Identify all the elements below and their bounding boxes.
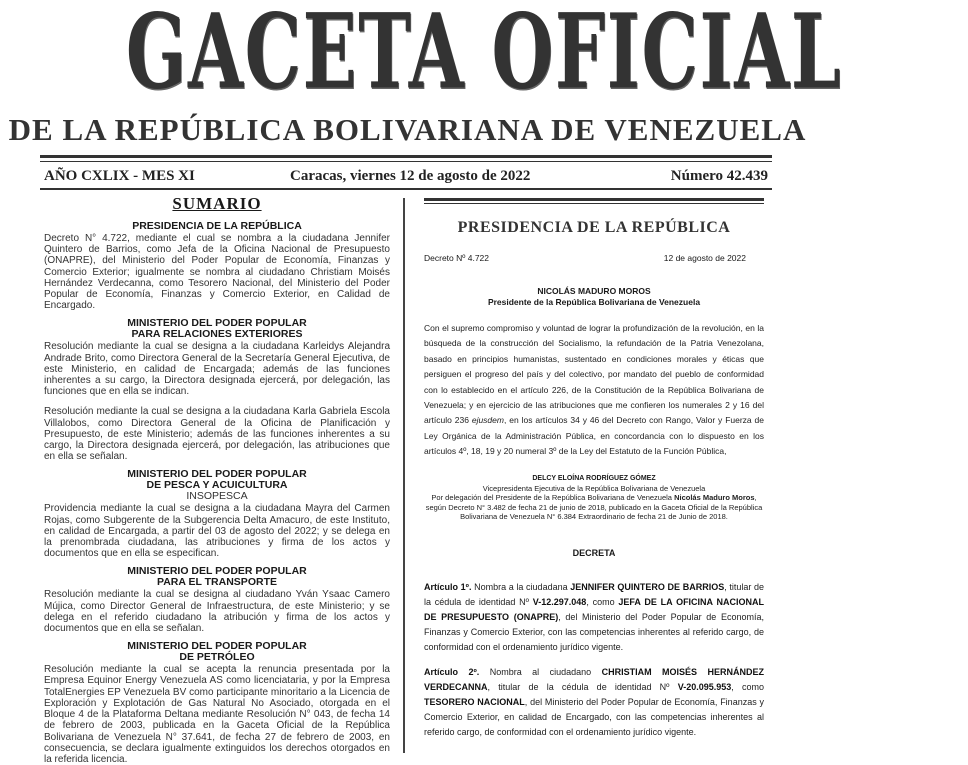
summary-entry: Resolución mediante la cual se designa a la ciudadana Karleidys Alejandra Andrade Brito, como Directora General de la Secretaría General Ejecutiva, de este Ministerio, en calidad de Encargada; además de las funciones inherentes a su cargo, la Directora designada ejercerá, por delegación, las funciones que en ella se indican. [44,341,390,398]
president-role: Presidente de la República Bolivariana de Venezuela [487,297,701,307]
header-rule-bottom [40,188,772,190]
section-heading: MINISTERIO DEL PODER POPULAR PARA EL TRANSPORTE [127,565,307,589]
vice-president-delegation: Vicepresidenta Ejecutiva de la República Bolivariana de Venezuela Por delegación del Presidente de la República Bolivariana de Venezuela Nicolás Maduro Moros, según Decreto N° 3.482 de fecha 21 de junio de 2018, publicado en la Gaceta Oficial de la República Bolivariana de Venezuela N° 6.384 Extraordinario de fecha 21 de Junio de 2018. [425,483,763,522]
sumario-title: SUMARIO [172,194,262,213]
sumario-column [44,194,390,765]
decree-preamble: Con el supremo compromiso y voluntad de lograr la profundización de la revolución, en la búsqueda de la construcción del Socialismo, la refundación de la Patria Venezolana, basado en principios humanistas, sustentado en condiciones morales y éticas que persiguen el progreso del país y del colectivo, por mandato del pueblo de conformidad con lo establecido en el artículo 226, de la Constitución de la República Bolivariana de Venezuela; y en ejercicio de las atribuciones que me confieren los numerales 2 y 16 del artículo 236 ejusdem, en los artículos 34 y 46 del Decreto con Rango, Valor y Fuerza de Ley Orgánica de la Administración Pública, en concordancia con lo dispuesto en los artículos 4º, 18, 19 y 20 numeral 3º de la Ley del Estatuto de la Función Pública, [424,323,764,457]
summary-entry: Providencia mediante la cual se designa a la ciudadana Mayra del Carmen Rojas, como Subgerente de la Subgerencia Delta Amacuro, de este Instituto, en calidad de Encargada, a partir del 03 de agosto del 2022; y se delega en la prenombrada ciudadana, las atribuciones y firma de los actos y documentos que en ella se especifican. [44,503,390,560]
summary-entry: Decreto N° 4.722, mediante el cual se nombra a la ciudadana Jennifer Quintero de Barrios, como Jefa de la Oficina Nacional de Presupuesto (ONAPRE), del Ministerio del Poder Popular de Economía, Finanzas y Comercio Exterior; igualmente se nombra al ciudadano Christiam Moisés Hernández Verdecanna, como Tesorero Nacional, del Ministerio del Poder Popular de Economía, Finanzas y Comercio Exterior, en Calidad de Encargado. [44,233,390,312]
issue-date: Caracas, viernes 12 de agosto de 2022 [290,168,531,184]
section-heading: MINISTERIO DEL PODER POPULAR PARA RELACIONES EXTERIORES [127,317,307,341]
vice-president-name: DELCY ELOÍNA RODRÍGUEZ GÓMEZ [532,474,656,482]
header-rule-top [40,155,772,158]
section-heading: MINISTERIO DEL PODER POPULAR DE PESCA Y ACUICULTURA [127,468,307,492]
decree-column [424,196,764,753]
decree-line [424,253,764,267]
summary-entry: Resolución mediante la cual se designa a la ciudadana Karla Gabriela Escola Villalobos, como Directora General de la Oficina de Planificación y Presupuesto, de este Ministerio; además de las funciones inherentes a su cargo, la Directora designada ejercerá, por delegación, las atribuciones que en ella se señalan. [44,406,390,463]
issue-info-bar [44,168,768,188]
section-rule-thin [424,203,764,204]
column-divider [403,198,405,753]
decree-date: 12 de agosto de 2022 [663,253,746,263]
section-heading: MINISTERIO DEL PODER POPULAR DE PETRÓLEO [127,640,307,664]
article-2: Artículo 2º. Nombra al ciudadano CHRISTIAM MOISÉS HERNÁNDEZ VERDECANNA, titular de la cédula de identidad Nº V-20.095.953, como TESORERO NACIONAL, del Ministerio del Poder Popular de Economía, Finanzas y Comercio Exterior, en calidad de Encargado, con las competencias inherentes al referido cargo, de conformidad con el ordenamiento jurídico vigente. [424,667,764,738]
gazette-title: GACETA OFICIAL [125,0,843,113]
decree-number: Decreto Nº 4.722 [424,253,489,263]
section-rule-thick [424,198,764,201]
section-heading: PRESIDENCIA DE LA REPÚBLICA [132,220,302,232]
summary-entry: Resolución mediante la cual se designa al ciudadano Yván Ysaac Camero Mújica, como Director General de Infraestructura, de este Ministerio; y se delega en el referido ciudadano la atribución y firma de los actos y documentos que en ella se señalan. [44,589,390,635]
masthead [0,0,843,113]
summary-entry: Resolución mediante la cual se acepta la renuncia presentada por la Empresa Equinor Energy Venezuela AS como licenciataria, y por la Empresa TotalEnergies EP Venezuela BV como participante minoritario a la Licencia de Exploración y Explotación de Gas Natural No Asociado, otorgada en el Bloque 4 de la Plataforma Deltana mediante Resolución N° 043, de fecha 14 de febrero de 2003, publicada en la Gaceta Oficial de la República Bolivariana de Venezuela N° 37.641, de fecha 27 de febrero de 2003, en consecuencia, se declara igualmente extinguidos los derechos otorgados en la referida licencia. [44,664,390,765]
header-rule-thin [40,161,772,162]
issue-number: Número 42.439 [670,168,768,184]
gazette-subtitle: DE LA REPÚBLICA BOLIVARIANA DE VENEZUELA [8,112,807,147]
president-name: NICOLÁS MADURO MOROS [537,286,651,296]
presidency-heading: PRESIDENCIA DE LA REPÚBLICA [457,219,731,236]
section-subheading: INSOPESCA [186,490,248,503]
article-1: Artículo 1º. Nombra a la ciudadana JENNIFER QUINTERO DE BARRIOS, titular de la cédula de identidad Nº V-12.297.048, como JEFA DE LA OFICINA NACIONAL DE PRESUPUESTO (ONAPRE), del Ministerio del Poder Popular de Economía, Finanzas y Comercio Exterior, con las competencias inherentes al referido cargo, de conformidad con el ordenamiento jurídico vigente. [424,582,765,653]
issue-year: AÑO CXLIX - MES XI [44,168,195,184]
decreta-heading: DECRETA [572,548,616,559]
